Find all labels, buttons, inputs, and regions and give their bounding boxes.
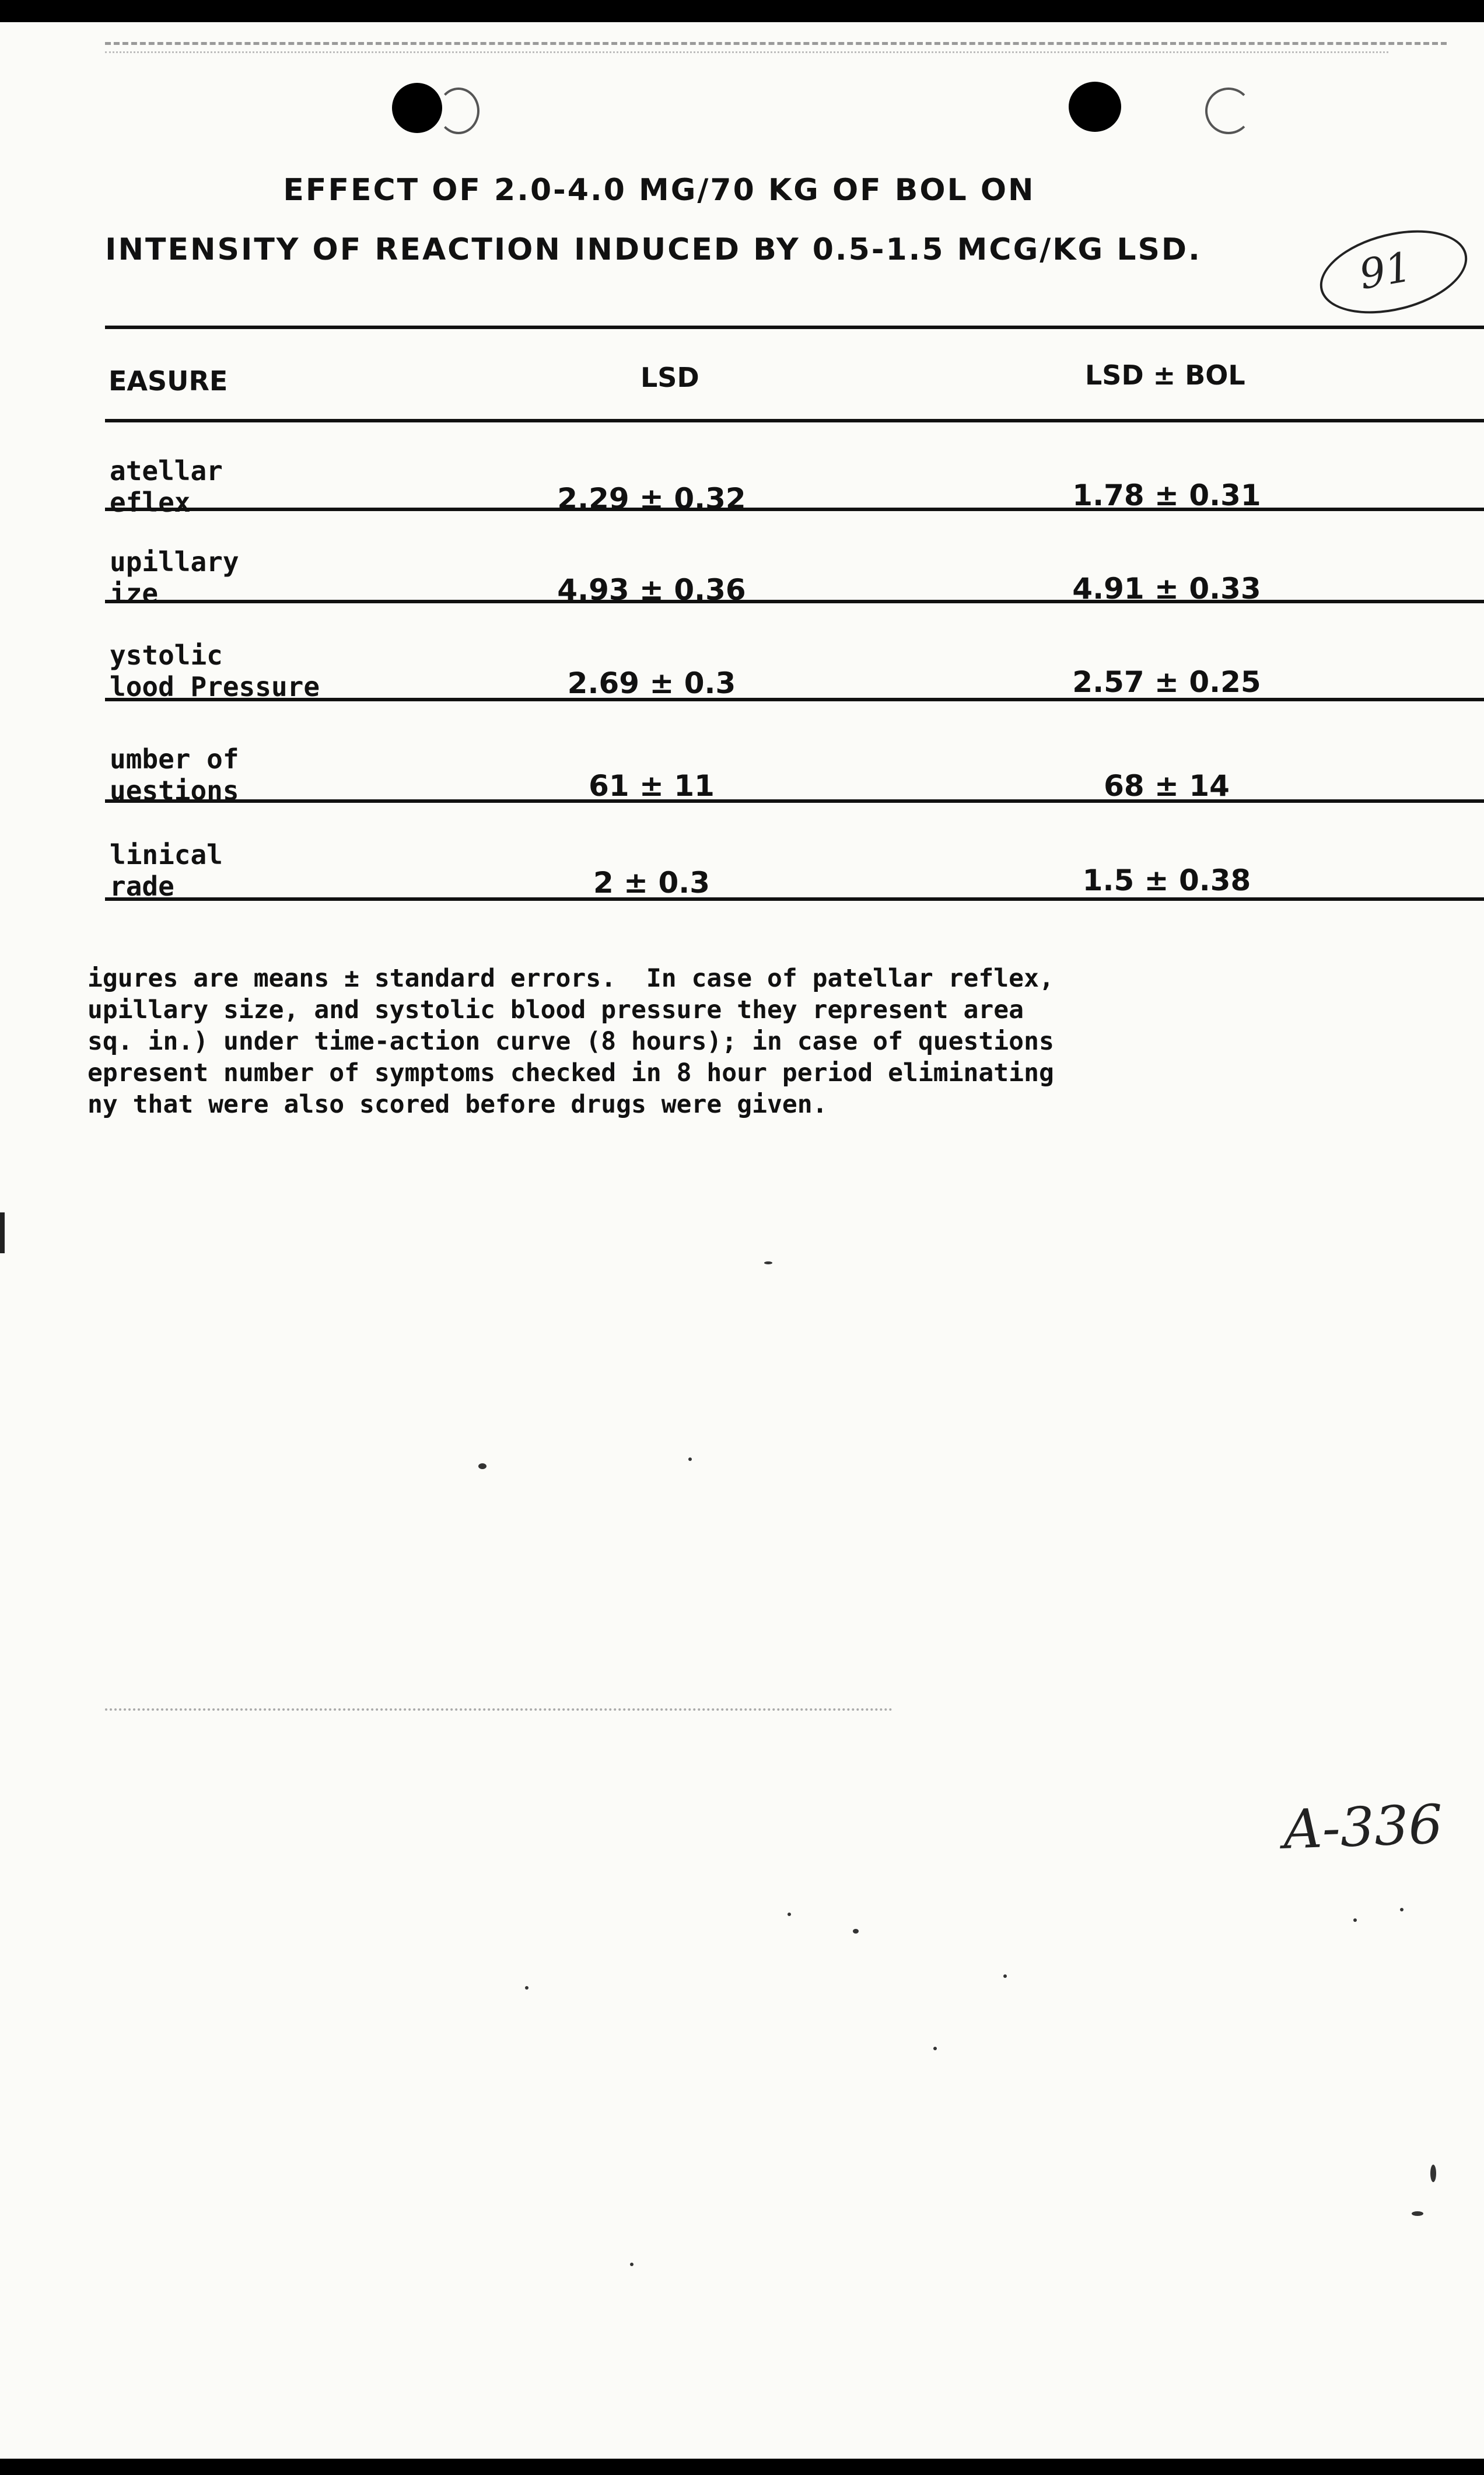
punch-hole-icon: [1069, 82, 1121, 132]
document-title-line-2: INTENSITY OF REACTION INDUCED BY 0.5-1.5 MCG/KG LSD.: [105, 232, 1202, 267]
row-rule: [105, 600, 1484, 603]
table-footnote: [88, 963, 1371, 1120]
folio-number: 91: [1356, 242, 1415, 299]
table-row-measure: umber of uestions: [110, 743, 239, 806]
table-row-measure: ystolic lood Pressure: [110, 639, 320, 702]
document-page: [0, 22, 1484, 2459]
faint-dotted-line: [105, 1708, 892, 1711]
column-header-lsd-bol: LSD ± BOL: [1085, 359, 1245, 391]
footnote-line: sq. in.) under time-action curve (8 hours); in case of questions: [88, 1027, 1054, 1056]
torn-edge-dots: [105, 51, 1388, 53]
scan-speck: [1003, 1974, 1007, 1978]
table-cell-lsd-bol: 1.78 ± 0.31: [1072, 478, 1261, 512]
table-top-rule: [105, 326, 1484, 329]
scan-speck: [630, 2263, 634, 2266]
table-cell-lsd: 4.93 ± 0.36: [557, 573, 746, 607]
table-cell-lsd: 2.29 ± 0.32: [557, 482, 746, 516]
table-cell-lsd: 61 ± 11: [589, 769, 715, 803]
table-row-measure: atellar eflex: [110, 455, 223, 518]
torn-edge: [105, 42, 1447, 45]
document-code: A-336: [1282, 1793, 1444, 1861]
scan-speck: [788, 1913, 791, 1916]
table-row-measure: upillary ize: [110, 546, 239, 609]
scan-speck: [688, 1457, 692, 1461]
scan-speck: [853, 1929, 859, 1934]
scan-speck: [1430, 2165, 1436, 2182]
footnote-line: igures are means ± standard errors. In case of patellar reflex,: [88, 964, 1054, 993]
row-rule: [105, 799, 1484, 803]
table-cell-lsd-bol: 68 ± 14: [1104, 769, 1230, 803]
table-cell-lsd-bol: 2.57 ± 0.25: [1072, 665, 1261, 699]
column-header-lsd: LSD: [640, 362, 699, 393]
scan-bottom-border: [0, 2460, 1484, 2475]
scan-edge-mark: [0, 1212, 5, 1253]
scan-speck: [1400, 1908, 1404, 1911]
table-cell-lsd-bol: 4.91 ± 0.33: [1072, 572, 1261, 606]
punch-hole-outline-icon: [438, 88, 480, 134]
scan-speck: [933, 2047, 937, 2050]
row-rule: [105, 698, 1484, 701]
footnote-line: upillary size, and systolic blood pressure they represent area: [88, 995, 1024, 1025]
scan-speck: [1412, 2211, 1423, 2216]
column-header-measure: EASURE: [108, 365, 228, 397]
punch-hole-outline-icon: [1205, 88, 1252, 134]
table-cell-lsd: 2.69 ± 0.3: [567, 666, 736, 700]
punch-hole-icon: [392, 83, 442, 133]
document-title-line-1: EFFECT OF 2.0-4.0 MG/70 KG OF BOL ON: [283, 173, 1035, 208]
row-rule: [105, 508, 1484, 511]
table-row-measure: linical rade: [110, 839, 223, 902]
scan-speck: [478, 1463, 487, 1469]
table-bottom-rule: [105, 897, 1484, 901]
table-cell-lsd-bol: 1.5 ± 0.38: [1082, 864, 1251, 897]
footnote-line: epresent number of symptoms checked in 8 hour period eliminating: [88, 1058, 1054, 1088]
scan-speck: [764, 1261, 772, 1264]
scan-speck: [525, 1986, 528, 1990]
table-cell-lsd: 2 ± 0.3: [593, 866, 710, 900]
footnote-line: ny that were also scored before drugs were given.: [88, 1090, 828, 1119]
header-rule: [105, 419, 1484, 422]
scan-speck: [1353, 1918, 1357, 1922]
